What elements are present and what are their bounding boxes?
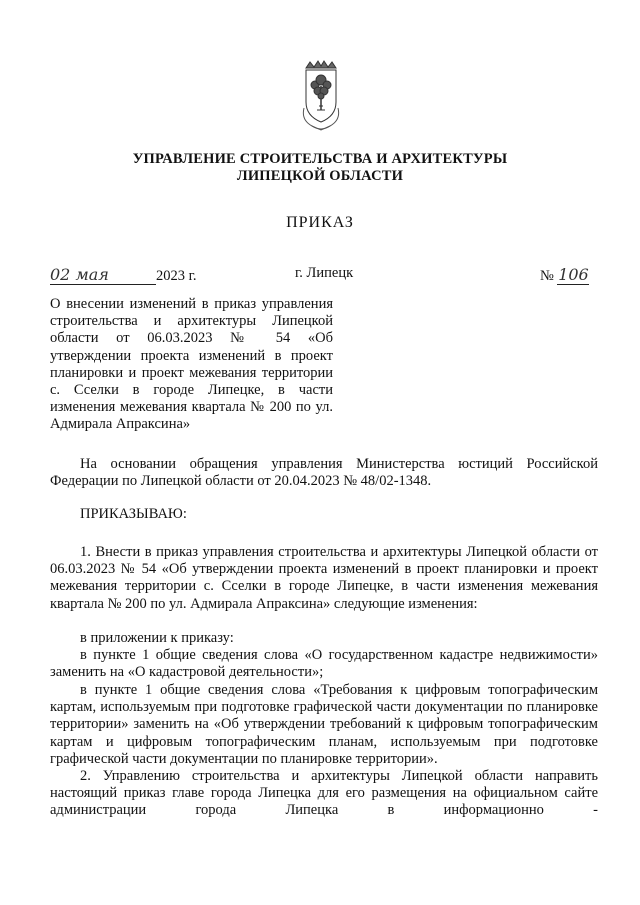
item-2-paragraph: 2. Управлению строительства и архитектуры Липецкой области направить настоящий приказ главе города Липецка для его размещения на официальном сайте администрации города Липецка в информационно - xyxy=(50,768,598,819)
appendix-line: в приложении к приказу: xyxy=(80,630,234,646)
number-prefix: № xyxy=(540,268,554,284)
change-2-paragraph: в пункте 1 общие сведения слова «Требования к цифровым топографическим картам, используемым при подготовке графической части документации по планировке территории» заменить на «Об утверждении требований к цифровым топографическим картам и цифровым топографическим планам, используемым при подготовке графической части документации по планировке территории». xyxy=(50,682,598,767)
document-number xyxy=(540,265,589,285)
organization-name-line1: УПРАВЛЕНИЕ СТРОИТЕЛЬСТВА И АРХИТЕКТУРЫ xyxy=(132,151,508,167)
order-word: ПРИКАЗЫВАЮ: xyxy=(80,506,187,522)
basis-paragraph: На основании обращения управления Министерства юстиций Российской Федерации по Липецкой области от 20.04.2023 № 48/02-1348. xyxy=(50,456,598,490)
handwritten-date: 02 мая xyxy=(50,265,156,285)
date-field xyxy=(50,265,197,285)
city-text: г. Липецк xyxy=(295,265,354,281)
document-type-title: ПРИКАЗ xyxy=(286,214,354,231)
item-1-paragraph: 1. Внести в приказ управления строительства и архитектуры Липецкой области от 06.03.2023 № 54 «Об утверждении проекта изменений в проект планировки и проект межевания территории с. Сселки в городе Липецке, в части изменения межевания квартала № 200 по ул. Адмирала Апраксина» следующие изменения: xyxy=(50,544,598,612)
subject-block: О внесении изменений в приказ управления строительства и архитектуры Липецкой области от 06.03.2023 № 54 «Об утверждении проекта изменений в проект планировки и проект межевания территории с. Сселки в городе Липецке, в части изменения межевания квартала № 200 по ул. Адмирала Апраксина» xyxy=(50,296,333,433)
organization-name-line2: ЛИПЕЦКОЙ ОБЛАСТИ xyxy=(236,168,404,184)
handwritten-number: 106 xyxy=(558,265,589,284)
coat-of-arms-emblem xyxy=(300,60,342,132)
change-1-paragraph: в пункте 1 общие сведения слова «О государственном кадастре недвижимости» заменить на «О кадастровой деятельности»; xyxy=(50,647,598,681)
year-text: 2023 г. xyxy=(156,268,197,284)
